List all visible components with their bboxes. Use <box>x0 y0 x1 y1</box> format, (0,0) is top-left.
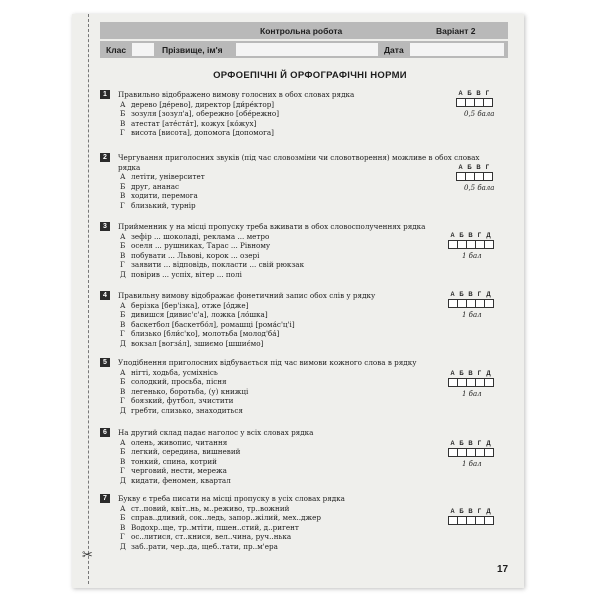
option-letter: Б <box>120 181 126 191</box>
question-text: Чергування приголосних звуків (під час словозміни чи словотворення) можливе в обох словах рядка <box>118 153 480 172</box>
option-text: легкий, середина, вишневий <box>131 447 241 457</box>
option-text: Водохр..ще, тр..мтіти, пшен..стий, д..ригент <box>131 522 299 532</box>
option-text: атестат [ате́ста́т], кожух [ко́жух] <box>131 118 257 128</box>
answer-option <box>120 476 480 486</box>
answer-grid <box>456 164 493 181</box>
question-text: Букву є треба писати на місці пропуску в усіх словах рядка <box>118 494 345 503</box>
grid-letter: Д <box>486 509 491 515</box>
date-label: Дата <box>384 45 404 55</box>
option-letter: Г <box>120 200 125 210</box>
grid-letter: А <box>458 91 463 97</box>
answer-cell[interactable] <box>466 173 475 180</box>
question-text: Прийменник у на місці пропуску треба вживати в обох словосполученнях рядка <box>118 222 426 231</box>
option-text: близько [бли́с'ко], молотьба [молод'ба́] <box>131 329 280 339</box>
answer-option <box>120 504 480 514</box>
grid-letter: Б <box>459 441 464 447</box>
grid-letter: В <box>468 233 473 239</box>
answer-cell[interactable] <box>458 449 467 456</box>
answer-cell[interactable] <box>485 449 493 456</box>
option-text: зозуля [зозул'а], обережно [обе́режно] <box>131 109 280 119</box>
answer-cell[interactable] <box>449 517 458 524</box>
header-form <box>100 22 508 60</box>
option-text: зефір ... шоколаді, реклама ... метро <box>131 231 270 241</box>
option-letter: Д <box>120 269 126 279</box>
option-letter: Д <box>120 541 126 551</box>
answer-grid <box>448 291 494 308</box>
grid-letter: А <box>450 292 455 298</box>
answer-cell[interactable] <box>476 449 485 456</box>
question-number: 3 <box>100 222 110 231</box>
grid-letter: В <box>468 292 473 298</box>
answer-cell[interactable] <box>458 379 467 386</box>
answer-option <box>120 406 480 416</box>
question-number: 6 <box>100 428 110 437</box>
answer-cell[interactable] <box>467 300 476 307</box>
score-label: 1 бал <box>462 390 482 398</box>
option-text: боязкий, футбол, зчистити <box>131 396 234 406</box>
name-label: Прізвище, ім'я <box>162 45 223 55</box>
answer-option <box>120 457 480 467</box>
question-block <box>100 291 480 349</box>
score-label: 1 бал <box>462 460 482 468</box>
grid-letter: А <box>450 509 455 515</box>
option-text: заявити ... відповідь, покласти ... свій рюкзак <box>131 260 305 270</box>
option-text: ос..литися, ст..книся, вел..чина, руч..нька <box>131 532 292 542</box>
answer-option <box>120 447 480 457</box>
answer-cell[interactable] <box>458 300 467 307</box>
option-text: друг, ананас <box>131 181 180 191</box>
option-text: вокзал [вогза́л], зшиємо [шшиє́мо] <box>131 338 264 348</box>
option-text: справ..дливий, сок..ледь, запор..жілий, мех..джер <box>131 513 321 523</box>
option-letter: Б <box>120 109 126 119</box>
answer-option <box>120 377 480 387</box>
option-letter: Б <box>120 513 126 523</box>
option-text: летіти, університет <box>131 172 205 182</box>
option-letter: Г <box>120 260 125 270</box>
answer-option <box>120 128 480 138</box>
answer-cell[interactable] <box>467 379 476 386</box>
answer-grid <box>448 232 494 249</box>
option-letter: А <box>120 503 126 513</box>
score-label: 1 бал <box>462 311 482 319</box>
option-text: повірив ... успіх, вітер ... полі <box>131 269 242 279</box>
answer-cell[interactable] <box>475 99 484 106</box>
option-letter: А <box>120 99 126 109</box>
option-letter: В <box>120 250 126 260</box>
answer-option <box>120 532 480 542</box>
answer-option <box>120 387 480 397</box>
question-text: Правильно відображено вимову голосних в обох словах рядка <box>118 90 355 99</box>
header-fields-row <box>100 41 508 58</box>
grid-letter: Г <box>477 441 482 447</box>
option-letter: Г <box>120 466 125 476</box>
option-text: нігті, ходьба, усміхнісь <box>131 367 218 377</box>
header-title-row <box>100 22 508 39</box>
question-number: 7 <box>100 494 110 503</box>
answer-option <box>120 368 480 378</box>
answer-option <box>120 542 480 552</box>
answer-cell[interactable] <box>485 517 493 524</box>
question-block <box>100 358 480 416</box>
option-text: кидати, феномен, квартал <box>131 475 231 485</box>
option-letter: А <box>120 367 126 377</box>
option-text: побувати ... Львові, корок ... озері <box>131 250 260 260</box>
question-text: Уподібнення приголосних відбувається під час вимови кожного слова в рядку <box>118 358 417 367</box>
option-letter: А <box>120 172 126 182</box>
grid-letter: Б <box>459 371 464 377</box>
grid-letter: Д <box>486 233 491 239</box>
answer-option <box>120 438 480 448</box>
option-text: баскетбол [баскетбо́л], ромашці [рома́с'ц'і] <box>131 319 295 329</box>
grid-letter: Б <box>459 292 464 298</box>
option-letter: В <box>120 319 126 329</box>
answer-option <box>120 301 480 311</box>
answer-option <box>120 310 480 320</box>
option-letter: Г <box>120 532 125 542</box>
answer-option <box>120 241 480 251</box>
answer-cell[interactable] <box>449 379 458 386</box>
option-letter: Г <box>120 329 125 339</box>
grid-letter: Г <box>477 233 482 239</box>
grid-letter: А <box>458 165 463 171</box>
answer-cell[interactable] <box>475 173 484 180</box>
option-letter: Б <box>120 310 126 320</box>
answer-option <box>120 191 480 201</box>
option-text: дивишся [дивиc'c'а], ложка [ло́шка] <box>131 310 268 320</box>
question-block <box>100 494 480 552</box>
option-text: олень, живопис, читання <box>131 437 228 447</box>
option-text: солодкий, просьба, пісня <box>131 377 227 387</box>
option-text: близький, турнір <box>131 200 196 210</box>
question-block <box>100 153 480 211</box>
answer-option <box>120 100 480 110</box>
class-label: Клас <box>106 45 127 55</box>
answer-option <box>120 523 480 533</box>
option-letter: В <box>120 118 126 128</box>
grid-letter: В <box>468 371 473 377</box>
option-letter: Б <box>120 241 126 251</box>
answer-option <box>120 396 480 406</box>
grid-letter: Д <box>486 371 491 377</box>
answer-cell[interactable] <box>467 517 476 524</box>
answer-cell[interactable] <box>449 241 458 248</box>
page-number: 17 <box>497 564 509 575</box>
grid-letter: Д <box>486 292 491 298</box>
answer-cell[interactable] <box>485 300 493 307</box>
option-letter: А <box>120 437 126 447</box>
grid-letter: Г <box>485 165 490 171</box>
grid-letter: А <box>450 441 455 447</box>
option-text: ст..повий, квіт..нь, м..реживо, тр..вожний <box>131 503 290 513</box>
section-title: ОРФОЕПІЧНІ Й ОРФОГРАФІЧНІ НОРМИ <box>213 70 407 81</box>
option-letter: Д <box>120 475 126 485</box>
grid-letter: А <box>450 371 455 377</box>
answer-cell[interactable] <box>458 517 467 524</box>
answer-cell[interactable] <box>476 300 485 307</box>
answer-cell[interactable] <box>457 173 466 180</box>
answer-grid <box>448 370 494 387</box>
question-block <box>100 222 480 280</box>
question-number: 1 <box>100 90 110 99</box>
scissors-icon: ✂ <box>82 548 93 563</box>
question-number: 4 <box>100 291 110 300</box>
answer-cell[interactable] <box>449 300 458 307</box>
answer-cell[interactable] <box>476 379 485 386</box>
grid-letter: Б <box>467 165 472 171</box>
answer-option <box>120 260 480 270</box>
question-block <box>100 90 480 138</box>
date-field[interactable] <box>410 43 504 56</box>
option-letter: А <box>120 300 126 310</box>
question-number: 2 <box>100 153 110 162</box>
grid-letter: В <box>468 441 473 447</box>
option-text: оселя ... рушниках, Тарас ... Рівному <box>131 241 271 251</box>
option-letter: Б <box>120 447 126 457</box>
option-letter: А <box>120 231 126 241</box>
answer-option <box>120 320 480 330</box>
answer-option <box>120 172 480 182</box>
grid-letter: Г <box>485 91 490 97</box>
answer-cell[interactable] <box>449 449 458 456</box>
option-letter: В <box>120 386 126 396</box>
answer-option <box>120 201 480 211</box>
question-text: На другий склад падає наголос у всіх словах рядка <box>118 428 314 437</box>
class-field[interactable] <box>132 43 154 56</box>
option-text: гребти, слизько, знаходиться <box>131 405 243 415</box>
answer-cell[interactable] <box>467 241 476 248</box>
answer-option <box>120 339 480 349</box>
grid-letter: Г <box>477 292 482 298</box>
variant-label: Варіант 2 <box>436 26 476 36</box>
answer-option <box>120 182 480 192</box>
answer-cell[interactable] <box>484 99 492 106</box>
answer-cell[interactable] <box>485 379 493 386</box>
answer-cell[interactable] <box>466 99 475 106</box>
answer-cell[interactable] <box>476 241 485 248</box>
option-text: висота [висота], допомога [допомога] <box>131 128 274 138</box>
grid-letter: В <box>468 509 473 515</box>
answer-cell[interactable] <box>476 517 485 524</box>
grid-letter: Б <box>467 91 472 97</box>
score-label: 0,5 бала <box>464 184 495 192</box>
grid-letter: В <box>476 165 481 171</box>
answer-option <box>120 251 480 261</box>
answer-option <box>120 329 480 339</box>
grid-letter: А <box>450 233 455 239</box>
score-label: 0,5 бала <box>464 110 495 118</box>
option-letter: Д <box>120 405 126 415</box>
answer-option <box>120 232 480 242</box>
test-title: Контрольна робота <box>260 26 343 36</box>
answer-cell[interactable] <box>458 241 467 248</box>
option-letter: Д <box>120 338 126 348</box>
grid-letter: Г <box>477 509 482 515</box>
answer-option <box>120 270 480 280</box>
option-text: тонкий, спина, котрий <box>131 456 217 466</box>
answer-grid <box>456 90 493 107</box>
option-letter: Б <box>120 377 126 387</box>
option-letter: В <box>120 456 126 466</box>
option-text: заб..рати, чер..да, щеб..тати, пр..м'ера <box>131 541 278 551</box>
option-letter: В <box>120 522 126 532</box>
answer-option <box>120 466 480 476</box>
option-letter: Г <box>120 396 125 406</box>
answer-option <box>120 513 480 523</box>
grid-letter: Г <box>477 371 482 377</box>
grid-letter: Б <box>459 233 464 239</box>
grid-letter: Д <box>486 441 491 447</box>
question-text: Правильну вимову відображає фонетичний запис обох слів у рядку <box>118 291 376 300</box>
question-block <box>100 428 480 486</box>
answer-cell[interactable] <box>484 173 492 180</box>
option-text: легенько, боротьба, (у) книжці <box>131 386 249 396</box>
answer-option <box>120 119 480 129</box>
answer-option <box>120 109 480 119</box>
name-field[interactable] <box>236 43 378 56</box>
score-label: 1 бал <box>462 252 482 260</box>
answer-grid <box>448 508 494 525</box>
option-letter: Г <box>120 128 125 138</box>
option-text: дерево [де́рево], директор [ди́ре́ктор] <box>131 99 275 109</box>
cut-line <box>88 14 89 584</box>
option-text: берізка [бер'ізка], отже [о́дже] <box>131 300 249 310</box>
answer-cell[interactable] <box>485 241 493 248</box>
grid-letter: В <box>476 91 481 97</box>
option-letter: В <box>120 191 126 201</box>
grid-letter: Б <box>459 509 464 515</box>
question-number: 5 <box>100 358 110 367</box>
option-text: черговий, нести, мережа <box>131 466 227 476</box>
option-text: ходити, перемога <box>131 191 198 201</box>
answer-cell[interactable] <box>467 449 476 456</box>
answer-cell[interactable] <box>457 99 466 106</box>
answer-grid <box>448 440 494 457</box>
